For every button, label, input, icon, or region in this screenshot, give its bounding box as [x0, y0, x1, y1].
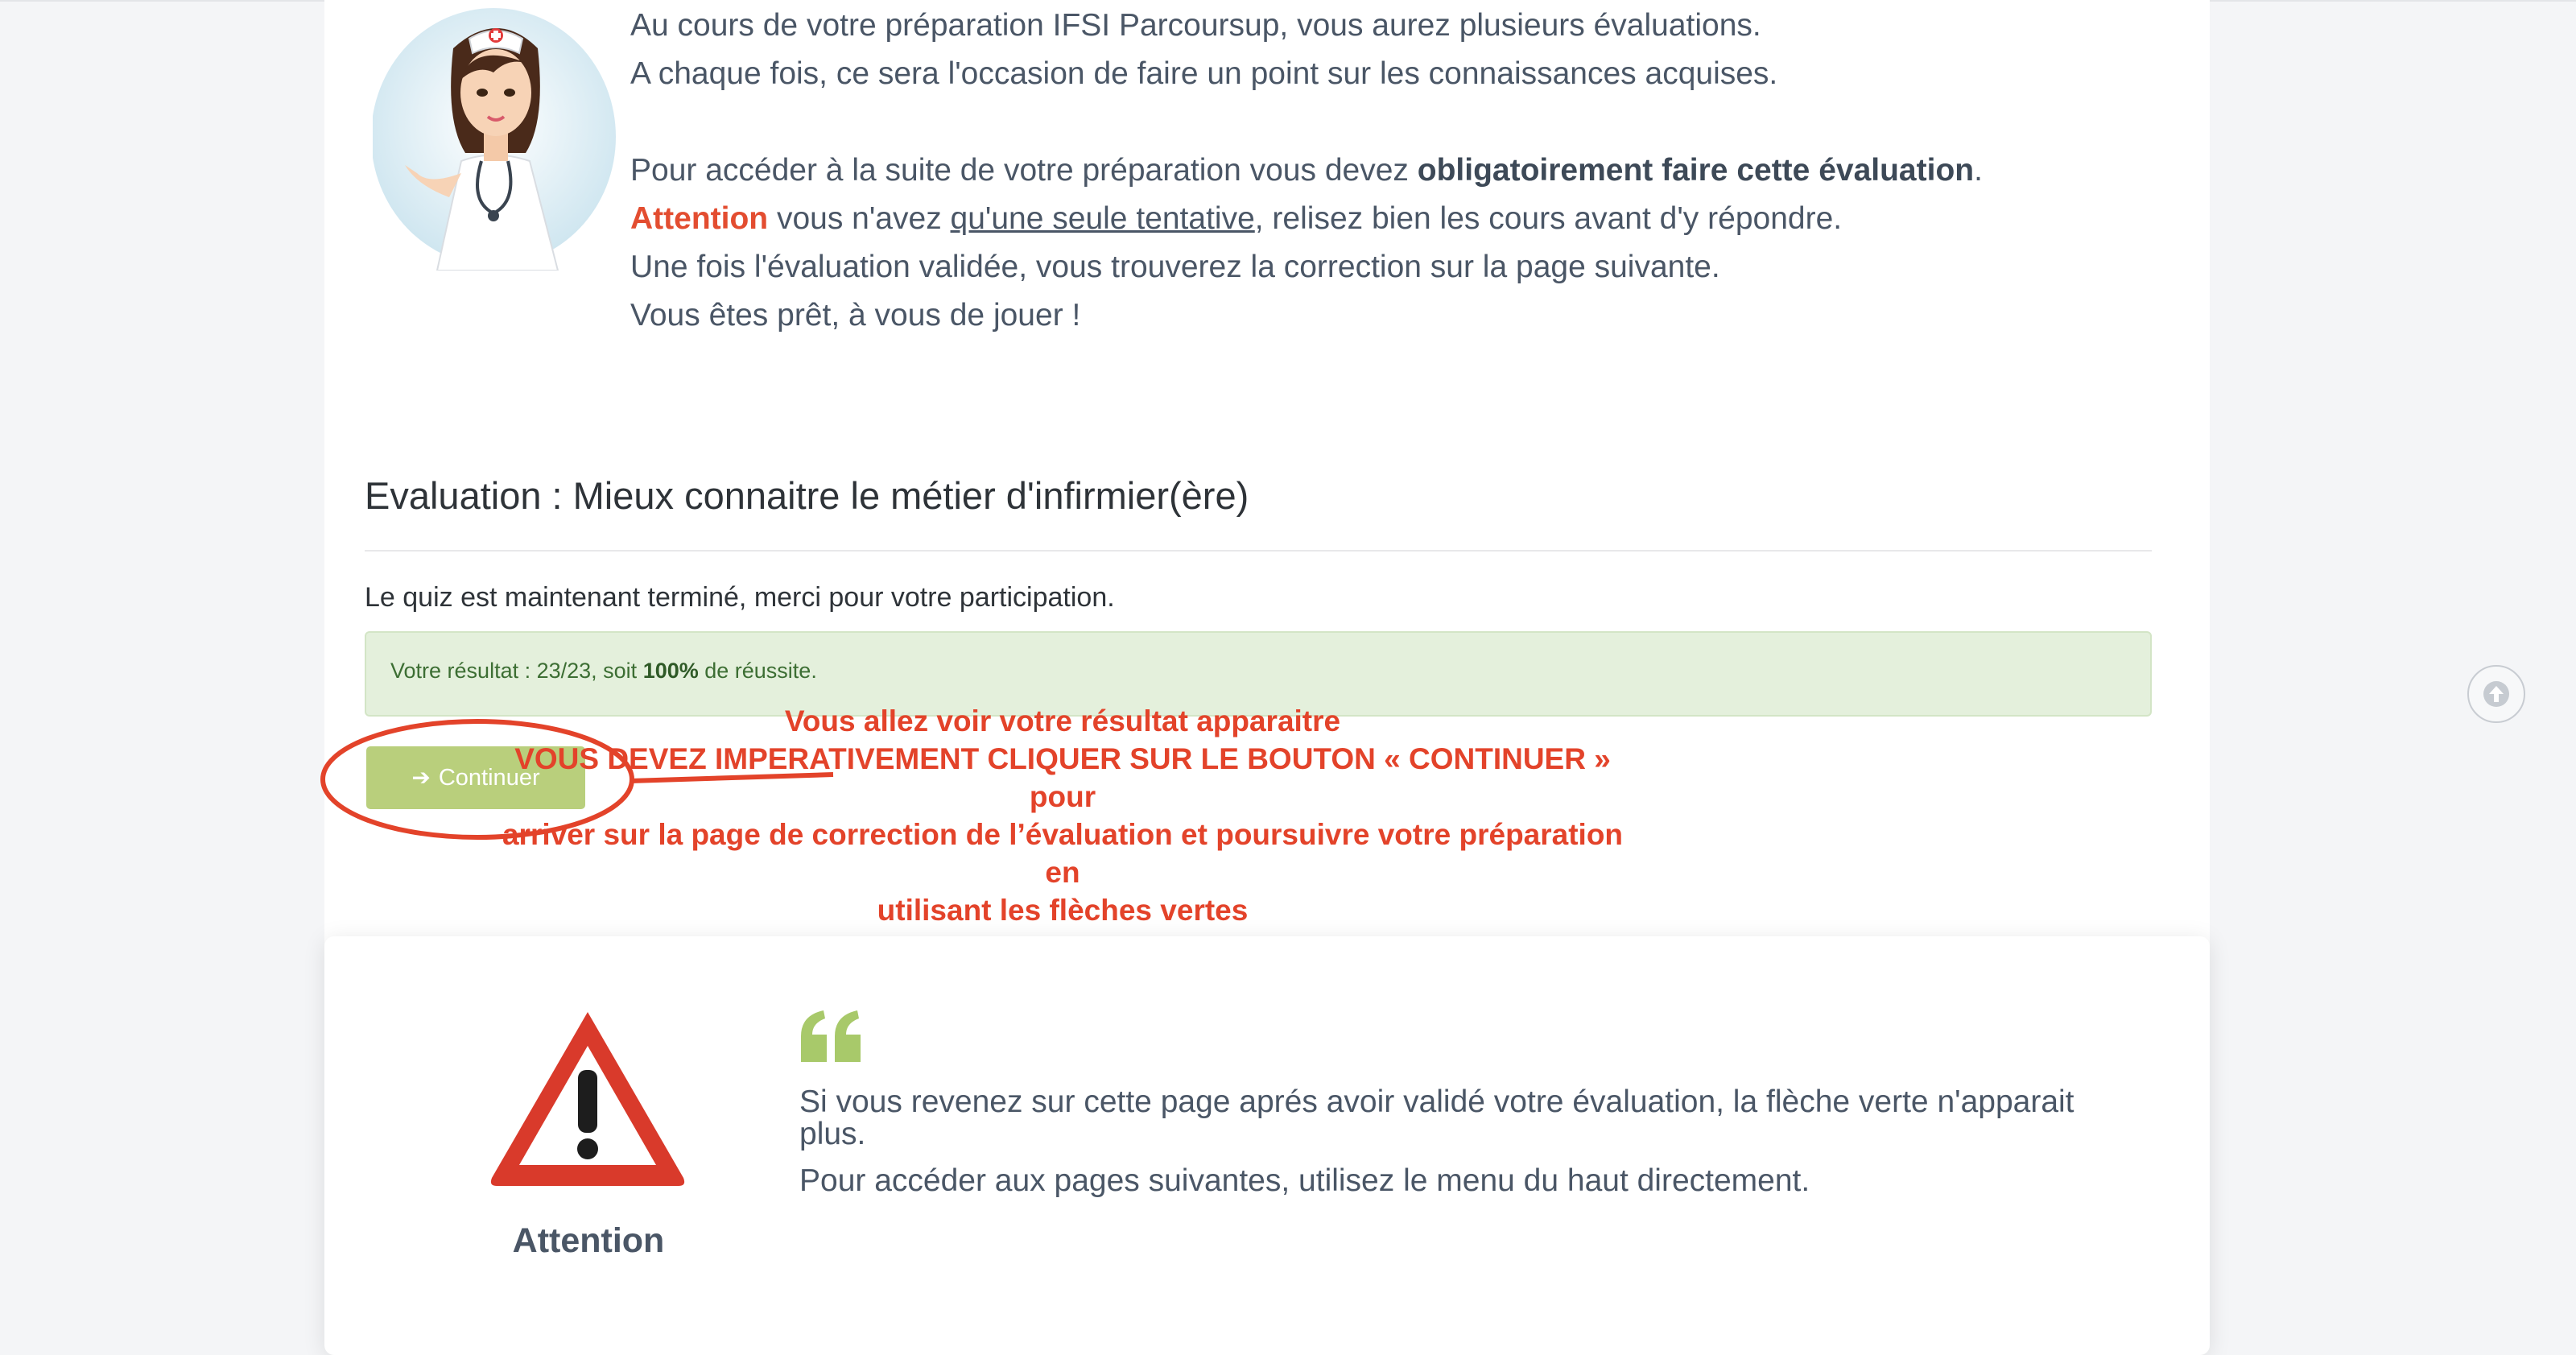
intro-line-3-end: . — [1974, 153, 1983, 188]
annotation-line-3: arriver sur la page de correction de l’évaluation et poursuivre votre préparation en — [502, 818, 1624, 889]
intro-line-1: Au cours de votre préparation IFSI Parcoursup, vous aurez plusieurs évaluations. — [630, 8, 1761, 43]
intro-line-6: Vous êtes prêt, à vous de jouer ! — [630, 298, 1081, 333]
result-suffix: de réussite. — [698, 659, 817, 683]
quiz-done-message: Le quiz est maintenant terminé, merci pour votre participation. — [365, 582, 1115, 613]
intro-line-3-start: Pour accéder à la suite de votre préparation vous devez — [630, 153, 1418, 188]
attention-card — [324, 936, 2210, 1355]
intro-line-2: A chaque fois, ce sera l'occasion de faire un point sur les connaissances acquises. — [630, 56, 1778, 91]
annotation-line-1: Vous allez voir votre résultat apparaitre — [784, 704, 1341, 737]
warning-triangle-icon — [485, 1004, 690, 1194]
result-prefix: Votre résultat : 23/23, soit — [390, 659, 643, 683]
intro-line-4-mid: vous n'avez — [768, 201, 951, 236]
annotation-line-2: VOUS DEVEZ IMPERATIVEMENT CLIQUER SUR LE BOUTON « CONTINUER » pour — [514, 742, 1611, 813]
attention-note-1: Si vous revenez sur cette page aprés avoir validé votre évaluation, la flèche verte n'apparait plus. — [799, 1084, 2074, 1151]
annotation-instructions — [499, 702, 1626, 929]
scroll-top-button[interactable] — [2467, 665, 2525, 723]
intro-line-5: Une fois l'évaluation validée, vous trouverez la correction sur la page suivante. — [630, 250, 1720, 284]
annotation-line-4: utilisant les flèches vertes — [877, 894, 1249, 927]
result-percent: 100% — [642, 659, 699, 683]
attention-note-2: Pour accéder aux pages suivantes, utilisez le menu du haut directement. — [799, 1163, 1810, 1198]
intro-single-attempt: qu'une seule tentative — [950, 201, 1255, 236]
intro-attention-word: Attention — [630, 201, 769, 236]
quiz-title: Evaluation : Mieux connaitre le métier d'infirmier(ère) — [365, 474, 1249, 517]
attention-label: Attention — [512, 1221, 665, 1260]
arrow-right-icon: ➔ — [411, 765, 431, 790]
continue-label: Continuer — [438, 764, 540, 791]
intro-line-3-bold: obligatoirement faire cette évaluation — [1417, 153, 1975, 188]
intro-line-4-end: , relisez bien les cours avant d'y répondre. — [1254, 201, 1843, 236]
arrow-up-circle-icon — [2482, 680, 2511, 708]
attention-note — [799, 1086, 2103, 1212]
quote-icon — [799, 1009, 864, 1062]
